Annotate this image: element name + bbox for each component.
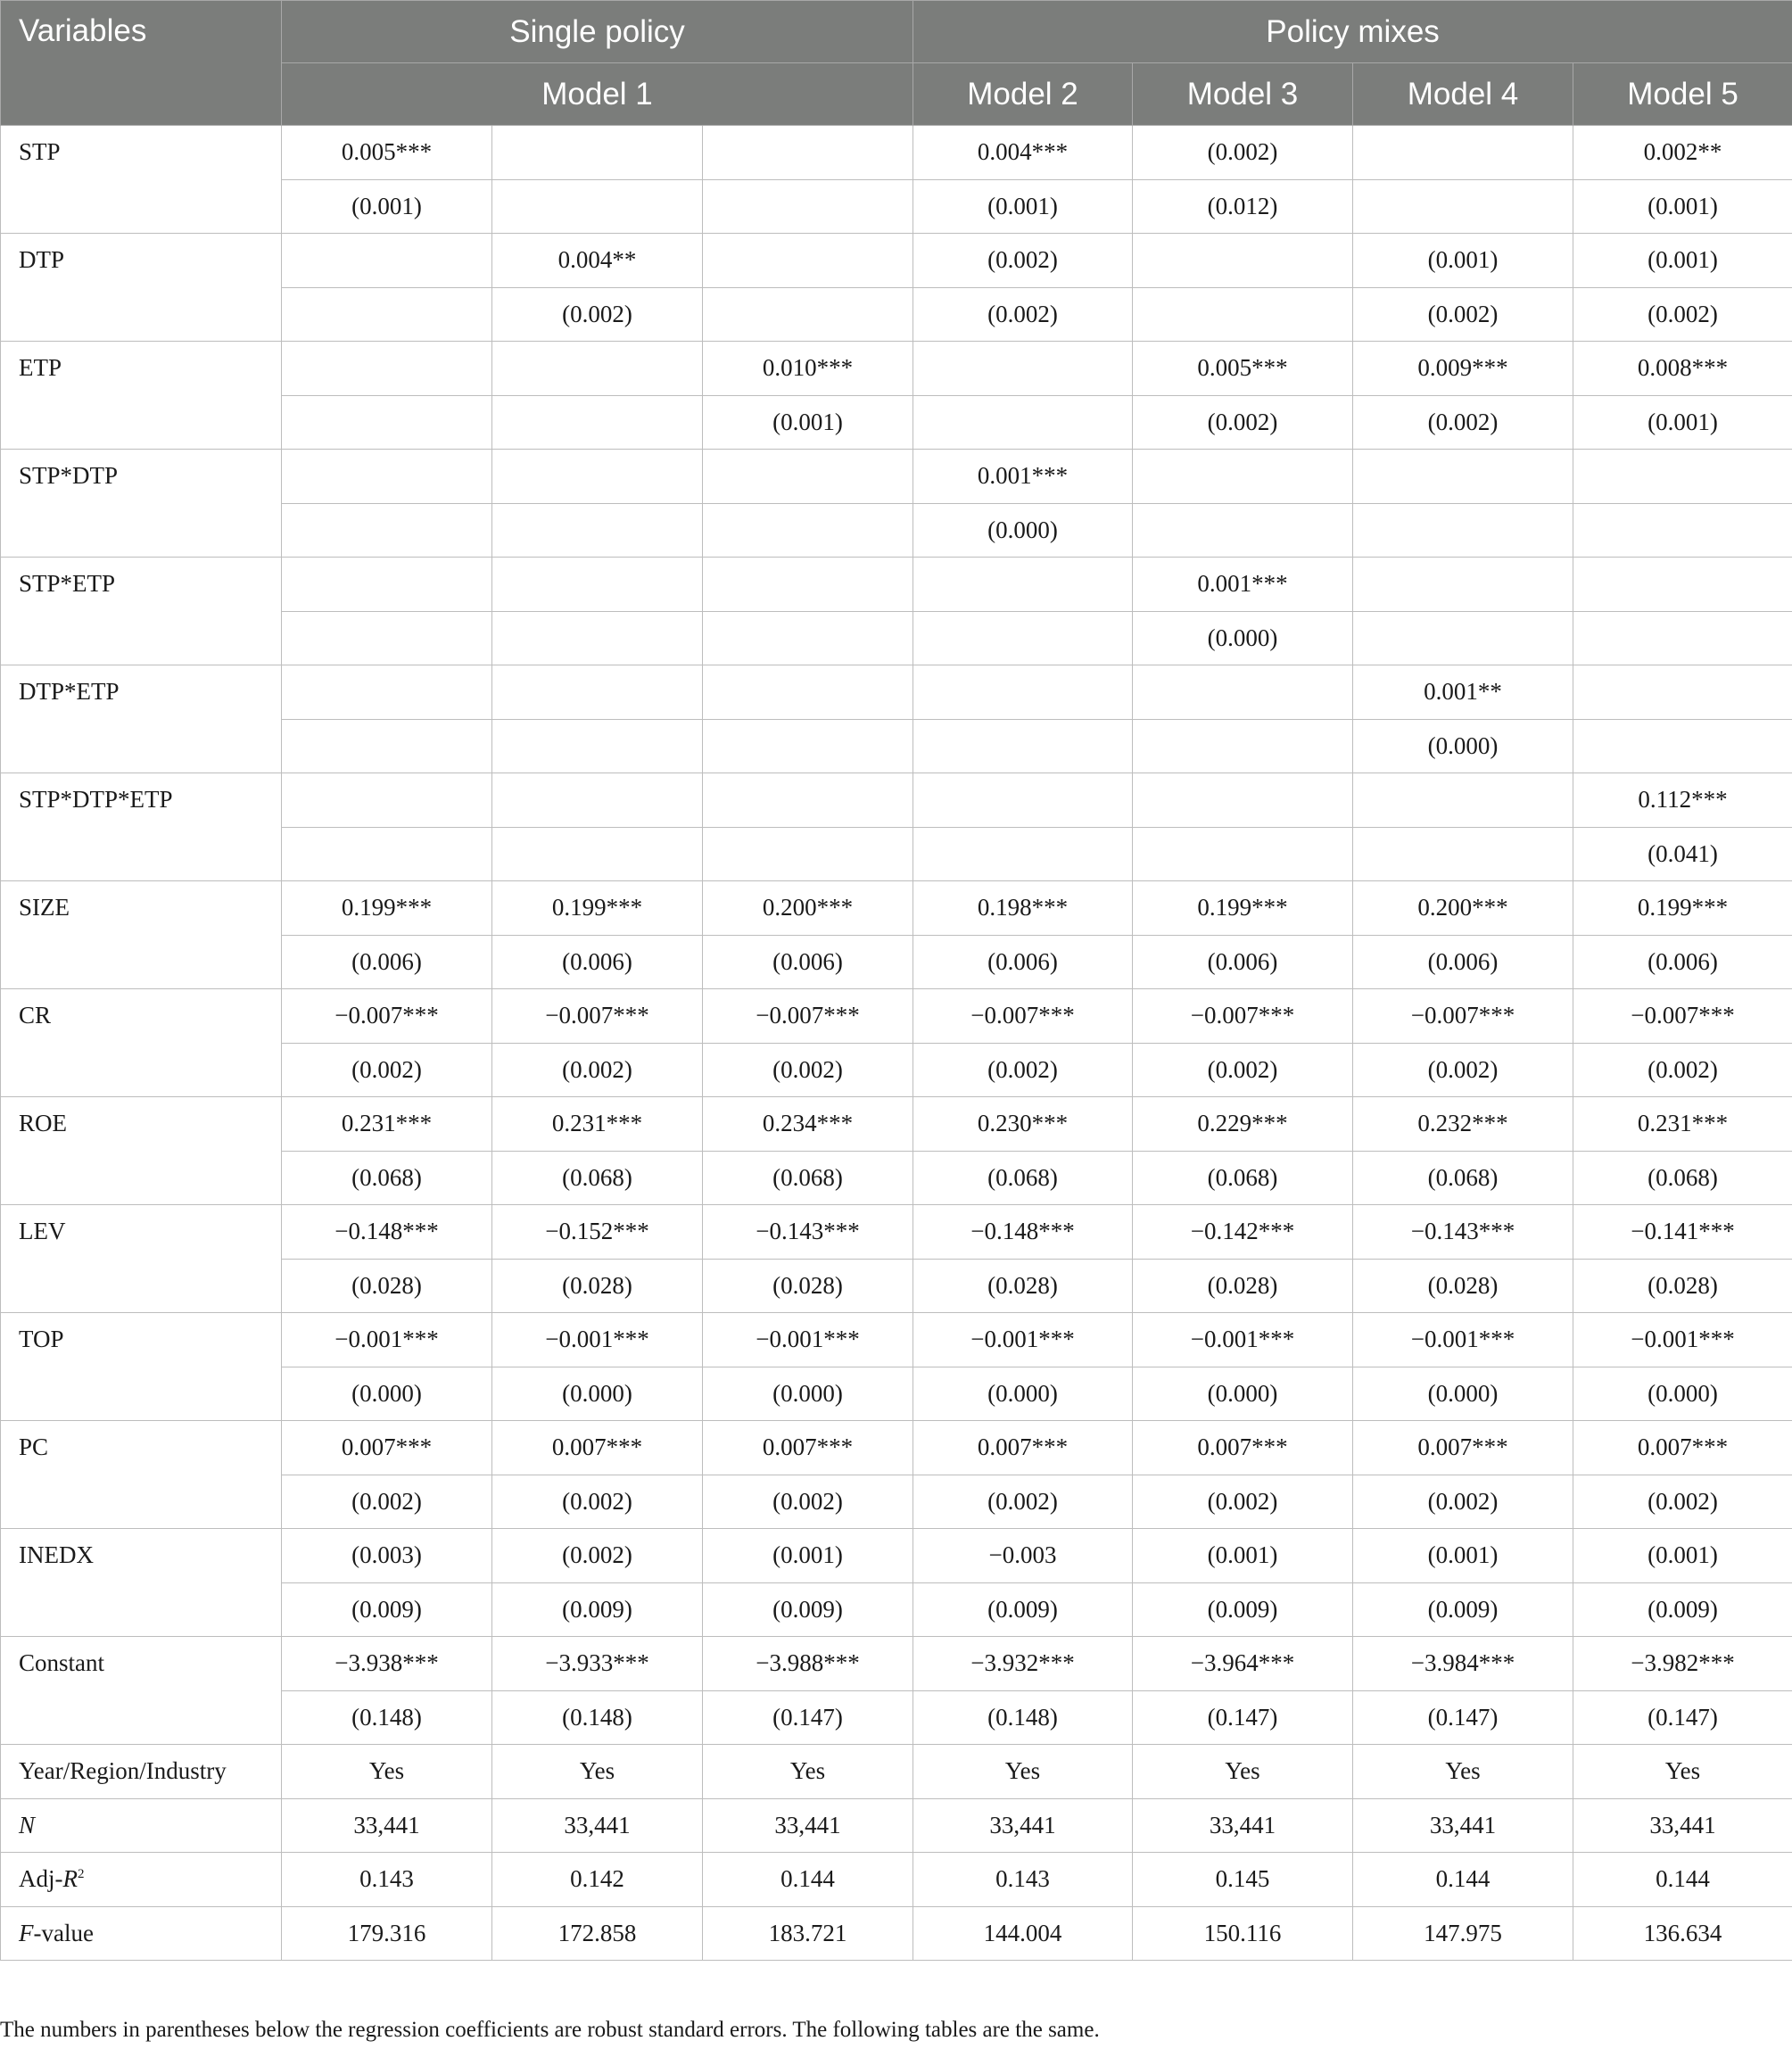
std-error-cell: [703, 287, 913, 342]
coefficient-cell: (0.001): [1353, 1529, 1573, 1583]
coefficient-cell: [1133, 234, 1353, 288]
coefficient-cell: −0.001***: [1133, 1313, 1353, 1367]
table-row: [1, 1529, 1792, 1583]
coefficient-cell: 0.001***: [1133, 558, 1353, 612]
std-error-cell: (0.002): [1573, 1043, 1792, 1097]
std-error-cell: [1133, 503, 1353, 558]
table-body: [1, 126, 1792, 1961]
coefficient-cell: −0.001***: [492, 1313, 703, 1367]
coefficient-cell: −0.007***: [703, 989, 913, 1044]
coefficient-cell: 0.231***: [492, 1097, 703, 1152]
stat-value-cell: 33,441: [703, 1798, 913, 1853]
std-error-cell: (0.000): [1133, 1367, 1353, 1421]
coefficient-cell: 0.008***: [1573, 342, 1792, 396]
std-error-cell: (0.002): [282, 1043, 492, 1097]
coefficient-cell: −0.148***: [282, 1205, 492, 1260]
std-error-cell: [492, 503, 703, 558]
std-error-cell: (0.002): [492, 1475, 703, 1529]
std-error-cell: (0.012): [1133, 179, 1353, 234]
std-error-cell: (0.000): [1573, 1367, 1792, 1421]
stat-value-cell: 144.004: [913, 1906, 1133, 1961]
table-footnote: The numbers in parentheses below the regression coefficients are robust standard errors. The following tables are the same.: [0, 2018, 1100, 2042]
std-error-cell: (0.068): [282, 1151, 492, 1205]
std-error-cell: (0.001): [282, 179, 492, 234]
coefficient-cell: [1353, 773, 1573, 828]
std-error-cell: [282, 827, 492, 881]
model-header: Model 3: [1133, 63, 1353, 126]
coefficient-cell: −0.007***: [913, 989, 1133, 1044]
std-error-cell: (0.068): [1133, 1151, 1353, 1205]
coefficient-cell: (0.002): [1133, 126, 1353, 180]
coefficient-cell: 0.200***: [1353, 881, 1573, 936]
coefficient-cell: [492, 342, 703, 396]
std-error-cell: (0.028): [1133, 1259, 1353, 1313]
stat-value-cell: 172.858: [492, 1906, 703, 1961]
std-error-cell: (0.001): [703, 395, 913, 450]
table-row: [1, 1097, 1792, 1152]
std-error-cell: (0.068): [703, 1151, 913, 1205]
std-error-cell: [1133, 719, 1353, 773]
std-error-cell: (0.147): [1353, 1690, 1573, 1745]
coefficient-cell: [913, 773, 1133, 828]
table-row: [1, 126, 1792, 180]
std-error-cell: (0.000): [282, 1367, 492, 1421]
std-error-cell: (0.002): [1353, 1043, 1573, 1097]
variable-label: CR: [1, 989, 282, 1097]
coefficient-cell: [703, 126, 913, 180]
std-error-cell: (0.002): [1353, 1475, 1573, 1529]
stat-label-superscript: 2: [78, 1867, 85, 1882]
std-error-cell: (0.006): [703, 935, 913, 989]
stat-label-text: Adj-R: [19, 1865, 78, 1893]
std-error-cell: (0.028): [1573, 1259, 1792, 1313]
std-error-cell: (0.028): [282, 1259, 492, 1313]
std-error-cell: (0.028): [913, 1259, 1133, 1313]
coefficient-cell: [913, 342, 1133, 396]
std-error-cell: [703, 827, 913, 881]
stat-value-cell: 150.116: [1133, 1906, 1353, 1961]
coefficient-cell: (0.001): [1133, 1529, 1353, 1583]
table-row: [1, 1205, 1792, 1260]
std-error-cell: [703, 179, 913, 234]
coefficient-cell: 0.009***: [1353, 342, 1573, 396]
coefficient-cell: [1573, 450, 1792, 504]
stat-value-cell: Yes: [913, 1745, 1133, 1799]
std-error-cell: (0.009): [703, 1582, 913, 1637]
std-error-cell: [492, 395, 703, 450]
std-error-cell: (0.006): [492, 935, 703, 989]
stat-value-cell: 136.634: [1573, 1906, 1792, 1961]
table-row: [1, 1637, 1792, 1691]
coefficient-cell: −0.142***: [1133, 1205, 1353, 1260]
variable-label: STP*ETP: [1, 558, 282, 665]
table-row: [1, 665, 1792, 720]
std-error-cell: [703, 719, 913, 773]
std-error-cell: (0.068): [913, 1151, 1133, 1205]
variable-label: PC: [1, 1421, 282, 1529]
std-error-cell: (0.002): [703, 1475, 913, 1529]
std-error-cell: (0.002): [492, 1043, 703, 1097]
coefficient-cell: −3.982***: [1573, 1637, 1792, 1691]
coefficient-cell: −0.001***: [703, 1313, 913, 1367]
coefficient-cell: −0.007***: [1573, 989, 1792, 1044]
table-row: [1, 1313, 1792, 1367]
std-error-cell: (0.002): [913, 287, 1133, 342]
coefficient-cell: [282, 450, 492, 504]
std-error-cell: (0.002): [1133, 1043, 1353, 1097]
stat-value-cell: 0.143: [913, 1853, 1133, 1907]
stat-label-text: Year/Region/Industry: [19, 1757, 227, 1785]
coefficient-cell: [282, 773, 492, 828]
table-row: [1, 234, 1792, 288]
std-error-cell: [492, 827, 703, 881]
std-error-cell: (0.148): [913, 1690, 1133, 1745]
coefficient-cell: [492, 665, 703, 720]
std-error-cell: (0.001): [1573, 179, 1792, 234]
std-error-cell: (0.000): [1353, 719, 1573, 773]
coefficient-cell: [1353, 558, 1573, 612]
stat-value-cell: 33,441: [282, 1798, 492, 1853]
stat-label-text: N: [19, 1811, 36, 1838]
std-error-cell: (0.009): [1353, 1582, 1573, 1637]
coefficient-cell: [492, 126, 703, 180]
stat-value-cell: Yes: [1573, 1745, 1792, 1799]
std-error-cell: (0.002): [1573, 1475, 1792, 1529]
std-error-cell: (0.009): [1573, 1582, 1792, 1637]
coefficient-cell: [703, 234, 913, 288]
std-error-cell: (0.148): [282, 1690, 492, 1745]
variable-label: SIZE: [1, 881, 282, 989]
coefficient-cell: [282, 558, 492, 612]
coefficient-cell: −0.001***: [913, 1313, 1133, 1367]
coefficient-cell: −0.148***: [913, 1205, 1133, 1260]
coefficient-cell: −3.964***: [1133, 1637, 1353, 1691]
stat-value-cell: Yes: [1353, 1745, 1573, 1799]
std-error-cell: [1353, 611, 1573, 665]
header-row-groups: [1, 1, 1792, 63]
std-error-cell: (0.002): [282, 1475, 492, 1529]
stat-row: [1, 1906, 1792, 1961]
single-policy-header: Single policy: [282, 1, 913, 63]
variable-label: DTP*ETP: [1, 665, 282, 773]
std-error-cell: [282, 503, 492, 558]
std-error-cell: (0.002): [703, 1043, 913, 1097]
model-header: Model 1: [282, 63, 913, 126]
coefficient-cell: 0.007***: [492, 1421, 703, 1475]
table-row: [1, 881, 1792, 936]
coefficient-cell: −0.003: [913, 1529, 1133, 1583]
coefficient-cell: (0.001): [1573, 234, 1792, 288]
coefficient-cell: 0.198***: [913, 881, 1133, 936]
stat-value-cell: 147.975: [1353, 1906, 1573, 1961]
coefficient-cell: 0.199***: [1573, 881, 1792, 936]
std-error-cell: (0.002): [913, 1475, 1133, 1529]
stat-value-cell: 0.144: [1573, 1853, 1792, 1907]
model-header: Model 5: [1573, 63, 1792, 126]
coefficient-cell: −0.152***: [492, 1205, 703, 1260]
variable-label: TOP: [1, 1313, 282, 1421]
coefficient-cell: (0.002): [913, 234, 1133, 288]
std-error-cell: (0.009): [492, 1582, 703, 1637]
std-error-cell: [913, 611, 1133, 665]
stat-value-cell: 0.144: [1353, 1853, 1573, 1907]
std-error-cell: (0.068): [1353, 1151, 1573, 1205]
coefficient-cell: −0.001***: [282, 1313, 492, 1367]
coefficient-cell: [492, 773, 703, 828]
std-error-cell: (0.028): [703, 1259, 913, 1313]
coefficient-cell: 0.231***: [282, 1097, 492, 1152]
coefficient-cell: 0.007***: [913, 1421, 1133, 1475]
std-error-cell: (0.000): [703, 1367, 913, 1421]
policy-mixes-header: Policy mixes: [913, 1, 1792, 63]
coefficient-cell: −0.001***: [1353, 1313, 1573, 1367]
stat-value-cell: 183.721: [703, 1906, 913, 1961]
coefficient-cell: 0.002**: [1573, 126, 1792, 180]
coefficient-cell: [1133, 773, 1353, 828]
std-error-cell: (0.147): [703, 1690, 913, 1745]
stat-value-cell: 33,441: [913, 1798, 1133, 1853]
stat-value-cell: 0.145: [1133, 1853, 1353, 1907]
std-error-cell: [913, 719, 1133, 773]
coefficient-cell: [492, 558, 703, 612]
coefficient-cell: 0.232***: [1353, 1097, 1573, 1152]
coefficient-cell: −0.007***: [1353, 989, 1573, 1044]
stat-value-cell: 33,441: [1133, 1798, 1353, 1853]
model-header: Model 2: [913, 63, 1133, 126]
std-error-cell: (0.006): [282, 935, 492, 989]
std-error-cell: (0.000): [913, 1367, 1133, 1421]
std-error-cell: [703, 611, 913, 665]
coefficient-cell: 0.007***: [703, 1421, 913, 1475]
model-header: Model 4: [1353, 63, 1573, 126]
std-error-cell: (0.006): [1353, 935, 1573, 989]
table-row: [1, 773, 1792, 828]
table-row: [1, 342, 1792, 396]
variable-label: ETP: [1, 342, 282, 450]
coefficient-cell: [492, 450, 703, 504]
std-error-cell: (0.028): [492, 1259, 703, 1313]
stat-value-cell: Yes: [703, 1745, 913, 1799]
std-error-cell: (0.000): [1133, 611, 1353, 665]
coefficient-cell: 0.229***: [1133, 1097, 1353, 1152]
coefficient-cell: −0.007***: [282, 989, 492, 1044]
std-error-cell: [703, 503, 913, 558]
std-error-cell: (0.068): [1573, 1151, 1792, 1205]
coefficient-cell: (0.001): [703, 1529, 913, 1583]
std-error-cell: [492, 611, 703, 665]
coefficient-cell: (0.001): [1573, 1529, 1792, 1583]
std-error-cell: [1133, 287, 1353, 342]
std-error-cell: (0.002): [1353, 287, 1573, 342]
std-error-cell: (0.001): [913, 179, 1133, 234]
coefficient-cell: [1353, 126, 1573, 180]
std-error-cell: [1573, 611, 1792, 665]
std-error-cell: (0.000): [1353, 1367, 1573, 1421]
std-error-cell: [1573, 503, 1792, 558]
coefficient-cell: 0.199***: [282, 881, 492, 936]
std-error-cell: (0.002): [1353, 395, 1573, 450]
std-error-cell: [492, 719, 703, 773]
std-error-cell: [282, 719, 492, 773]
coefficient-cell: 0.007***: [1573, 1421, 1792, 1475]
stat-value-cell: 179.316: [282, 1906, 492, 1961]
coefficient-cell: 0.007***: [1353, 1421, 1573, 1475]
coefficient-cell: (0.001): [1353, 234, 1573, 288]
coefficient-cell: [913, 558, 1133, 612]
coefficient-cell: 0.001**: [1353, 665, 1573, 720]
std-error-cell: (0.002): [1133, 1475, 1353, 1529]
stat-value-cell: Yes: [492, 1745, 703, 1799]
stat-label-italic-r: R: [62, 1865, 78, 1893]
coefficient-cell: −0.143***: [703, 1205, 913, 1260]
std-error-cell: (0.147): [1573, 1690, 1792, 1745]
coefficient-cell: 0.112***: [1573, 773, 1792, 828]
variables-header: Variables: [1, 1, 282, 126]
std-error-cell: [913, 827, 1133, 881]
stat-value-cell: 0.142: [492, 1853, 703, 1907]
coefficient-cell: [913, 665, 1133, 720]
std-error-cell: [1353, 179, 1573, 234]
coefficient-cell: 0.005***: [1133, 342, 1353, 396]
coefficient-cell: −3.984***: [1353, 1637, 1573, 1691]
coefficient-cell: [703, 558, 913, 612]
coefficient-cell: [282, 665, 492, 720]
coefficient-cell: [1353, 450, 1573, 504]
std-error-cell: [282, 611, 492, 665]
coefficient-cell: −0.143***: [1353, 1205, 1573, 1260]
stat-value-cell: 0.144: [703, 1853, 913, 1907]
std-error-cell: (0.002): [1133, 395, 1353, 450]
stat-row: [1, 1853, 1792, 1907]
coefficient-cell: [282, 342, 492, 396]
std-error-cell: (0.002): [1573, 287, 1792, 342]
coefficient-cell: 0.004***: [913, 126, 1133, 180]
variable-label: STP*DTP: [1, 450, 282, 558]
stat-label: [1, 1853, 282, 1907]
table-row: [1, 558, 1792, 612]
std-error-cell: (0.028): [1353, 1259, 1573, 1313]
std-error-cell: (0.006): [1573, 935, 1792, 989]
coefficient-cell: −3.938***: [282, 1637, 492, 1691]
coefficient-cell: −3.932***: [913, 1637, 1133, 1691]
coefficient-cell: 0.007***: [1133, 1421, 1353, 1475]
coefficient-cell: 0.199***: [492, 881, 703, 936]
variable-label: LEV: [1, 1205, 282, 1313]
std-error-cell: (0.006): [913, 935, 1133, 989]
stat-label-suffix: -value: [33, 1919, 94, 1946]
coefficient-cell: [703, 450, 913, 504]
table-row: [1, 989, 1792, 1044]
coefficient-cell: 0.004**: [492, 234, 703, 288]
std-error-cell: (0.009): [913, 1582, 1133, 1637]
table-row: [1, 1421, 1792, 1475]
stat-value-cell: 0.143: [282, 1853, 492, 1907]
std-error-cell: (0.000): [492, 1367, 703, 1421]
coefficient-cell: −0.007***: [492, 989, 703, 1044]
coefficient-cell: 0.200***: [703, 881, 913, 936]
std-error-cell: [1133, 827, 1353, 881]
stat-label: [1, 1745, 282, 1799]
variable-label: ROE: [1, 1097, 282, 1205]
coefficient-cell: 0.234***: [703, 1097, 913, 1152]
std-error-cell: (0.000): [913, 503, 1133, 558]
stat-value-cell: 33,441: [492, 1798, 703, 1853]
variable-label: Constant: [1, 1637, 282, 1745]
std-error-cell: [913, 395, 1133, 450]
coefficient-cell: 0.005***: [282, 126, 492, 180]
std-error-cell: [1573, 719, 1792, 773]
coefficient-cell: 0.010***: [703, 342, 913, 396]
std-error-cell: (0.147): [1133, 1690, 1353, 1745]
std-error-cell: (0.002): [492, 287, 703, 342]
coefficient-cell: 0.007***: [282, 1421, 492, 1475]
coefficient-cell: [1573, 558, 1792, 612]
stat-value-cell: 33,441: [1353, 1798, 1573, 1853]
variable-label: INEDX: [1, 1529, 282, 1637]
coefficient-cell: −0.007***: [1133, 989, 1353, 1044]
coefficient-cell: −0.141***: [1573, 1205, 1792, 1260]
std-error-cell: [492, 179, 703, 234]
std-error-cell: [1353, 827, 1573, 881]
variable-label: STP*DTP*ETP: [1, 773, 282, 881]
coefficient-cell: (0.002): [492, 1529, 703, 1583]
std-error-cell: (0.006): [1133, 935, 1353, 989]
std-error-cell: (0.148): [492, 1690, 703, 1745]
coefficient-cell: 0.001***: [913, 450, 1133, 504]
coefficient-cell: [1133, 450, 1353, 504]
stat-label: [1, 1906, 282, 1961]
coefficient-cell: (0.003): [282, 1529, 492, 1583]
variable-label: DTP: [1, 234, 282, 342]
stat-label: [1, 1798, 282, 1853]
std-error-cell: (0.009): [1133, 1582, 1353, 1637]
stat-row: [1, 1798, 1792, 1853]
stat-value-cell: 33,441: [1573, 1798, 1792, 1853]
coefficient-cell: [1573, 665, 1792, 720]
coefficient-cell: −0.001***: [1573, 1313, 1792, 1367]
coefficient-cell: 0.231***: [1573, 1097, 1792, 1152]
stat-value-cell: Yes: [282, 1745, 492, 1799]
coefficient-cell: [703, 773, 913, 828]
coefficient-cell: [282, 234, 492, 288]
coefficient-cell: 0.199***: [1133, 881, 1353, 936]
std-error-cell: (0.002): [913, 1043, 1133, 1097]
std-error-cell: [282, 395, 492, 450]
coefficient-cell: [703, 665, 913, 720]
table-row: [1, 450, 1792, 504]
std-error-cell: [1353, 503, 1573, 558]
variable-label: STP: [1, 126, 282, 234]
stat-row: [1, 1745, 1792, 1799]
coefficient-cell: −3.988***: [703, 1637, 913, 1691]
stat-label-text: F: [19, 1919, 34, 1946]
coefficient-cell: −3.933***: [492, 1637, 703, 1691]
std-error-cell: (0.009): [282, 1582, 492, 1637]
std-error-cell: (0.068): [492, 1151, 703, 1205]
std-error-cell: (0.041): [1573, 827, 1792, 881]
stat-value-cell: Yes: [1133, 1745, 1353, 1799]
std-error-cell: (0.001): [1573, 395, 1792, 450]
std-error-cell: [282, 287, 492, 342]
coefficient-cell: [1133, 665, 1353, 720]
coefficient-cell: 0.230***: [913, 1097, 1133, 1152]
